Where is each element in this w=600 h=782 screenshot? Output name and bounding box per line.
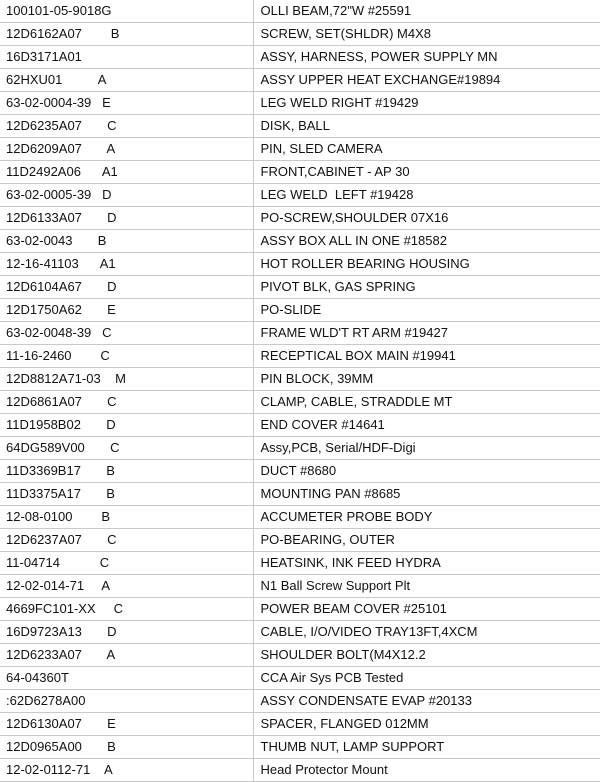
description-cell[interactable]: ASSY BOX ALL IN ONE #18582 (253, 230, 600, 253)
table-row[interactable] (0, 253, 600, 276)
description-cell[interactable]: FRAME WLD'T RT ARM #19427 (253, 322, 600, 345)
table-row[interactable] (0, 92, 600, 115)
table-row[interactable] (0, 0, 600, 23)
table-row[interactable] (0, 115, 600, 138)
part-number-cell[interactable]: 63-02-0005-39 D (0, 184, 253, 207)
part-number-cell[interactable]: 62HXU01 A (0, 69, 253, 92)
table-row[interactable] (0, 506, 600, 529)
table-row[interactable] (0, 483, 600, 506)
description-cell[interactable]: CLAMP, CABLE, STRADDLE MT (253, 391, 600, 414)
table-row[interactable] (0, 207, 600, 230)
part-number-cell[interactable]: 64-04360T (0, 667, 253, 690)
table-row[interactable] (0, 437, 600, 460)
table-row[interactable] (0, 46, 600, 69)
part-number-cell[interactable]: 12D6133A07 D (0, 207, 253, 230)
table-row[interactable] (0, 460, 600, 483)
description-cell[interactable]: Head Protector Mount (253, 759, 600, 782)
description-cell[interactable]: PO-SCREW,SHOULDER 07X16 (253, 207, 600, 230)
part-number-cell[interactable]: 11-16-2460 C (0, 345, 253, 368)
table-row[interactable] (0, 161, 600, 184)
description-cell[interactable]: RECEPTICAL BOX MAIN #19941 (253, 345, 600, 368)
description-cell[interactable]: CCA Air Sys PCB Tested (253, 667, 600, 690)
table-row[interactable] (0, 391, 600, 414)
part-number-cell[interactable]: :62D6278A00 (0, 690, 253, 713)
description-cell[interactable]: Assy,PCB, Serial/HDF-Digi (253, 437, 600, 460)
description-cell[interactable]: ACCUMETER PROBE BODY (253, 506, 600, 529)
description-cell[interactable]: MOUNTING PAN #8685 (253, 483, 600, 506)
part-number-cell[interactable]: 4669FC101-XX C (0, 598, 253, 621)
description-cell[interactable]: ASSY UPPER HEAT EXCHANGE#19894 (253, 69, 600, 92)
table-row[interactable] (0, 598, 600, 621)
part-number-cell[interactable]: 12-02-0112-71 A (0, 759, 253, 782)
table-row[interactable] (0, 713, 600, 736)
description-cell[interactable]: ASSY, HARNESS, POWER SUPPLY MN (253, 46, 600, 69)
description-cell[interactable]: LEG WELD RIGHT #19429 (253, 92, 600, 115)
part-number-cell[interactable]: 100101-05-9018G (0, 0, 253, 23)
description-cell[interactable]: SHOULDER BOLT(M4X12.2 (253, 644, 600, 667)
table-row[interactable] (0, 69, 600, 92)
table-row[interactable] (0, 621, 600, 644)
part-number-cell[interactable]: 12D6104A67 D (0, 276, 253, 299)
description-cell[interactable]: PIVOT BLK, GAS SPRING (253, 276, 600, 299)
table-row[interactable] (0, 552, 600, 575)
table-row[interactable] (0, 414, 600, 437)
part-number-cell[interactable]: 12D6130A07 E (0, 713, 253, 736)
table-row[interactable] (0, 276, 600, 299)
table-row[interactable] (0, 644, 600, 667)
description-cell[interactable]: DISK, BALL (253, 115, 600, 138)
table-row[interactable] (0, 322, 600, 345)
description-cell[interactable]: PO-SLIDE (253, 299, 600, 322)
part-number-cell[interactable]: 11-04714 C (0, 552, 253, 575)
description-cell[interactable]: ASSY CONDENSATE EVAP #20133 (253, 690, 600, 713)
part-number-cell[interactable]: 63-02-0048-39 C (0, 322, 253, 345)
table-row[interactable] (0, 184, 600, 207)
table-row[interactable] (0, 575, 600, 598)
part-number-cell[interactable]: 12-08-0100 B (0, 506, 253, 529)
part-number-cell[interactable]: 12D6237A07 C (0, 529, 253, 552)
table-row[interactable] (0, 667, 600, 690)
description-cell[interactable]: HOT ROLLER BEARING HOUSING (253, 253, 600, 276)
table-row[interactable] (0, 299, 600, 322)
part-number-cell[interactable]: 63-02-0004-39 E (0, 92, 253, 115)
part-number-cell[interactable]: 12D8812A71-03 M (0, 368, 253, 391)
description-cell[interactable]: THUMB NUT, LAMP SUPPORT (253, 736, 600, 759)
description-cell[interactable]: CABLE, I/O/VIDEO TRAY13FT,4XCM (253, 621, 600, 644)
part-number-cell[interactable]: 12D6235A07 C (0, 115, 253, 138)
description-cell[interactable]: SCREW, SET(SHLDR) M4X8 (253, 23, 600, 46)
part-number-cell[interactable]: 16D9723A13 D (0, 621, 253, 644)
description-cell[interactable]: FRONT,CABINET - AP 30 (253, 161, 600, 184)
part-number-cell[interactable]: 16D3171A01 (0, 46, 253, 69)
table-row[interactable] (0, 529, 600, 552)
description-cell[interactable]: LEG WELD LEFT #19428 (253, 184, 600, 207)
part-number-cell[interactable]: 64DG589V00 C (0, 437, 253, 460)
table-row[interactable] (0, 759, 600, 782)
part-number-cell[interactable]: 11D2492A06 A1 (0, 161, 253, 184)
table-row[interactable] (0, 690, 600, 713)
part-number-cell[interactable]: 12-02-014-71 A (0, 575, 253, 598)
description-cell[interactable]: PIN, SLED CAMERA (253, 138, 600, 161)
part-number-cell[interactable]: 12D0965A00 B (0, 736, 253, 759)
part-number-cell[interactable]: 11D1958B02 D (0, 414, 253, 437)
part-number-cell[interactable]: 12D6162A07 B (0, 23, 253, 46)
description-cell[interactable]: N1 Ball Screw Support Plt (253, 575, 600, 598)
table-row[interactable] (0, 23, 600, 46)
part-number-cell[interactable]: 12D1750A62 E (0, 299, 253, 322)
description-cell[interactable]: END COVER #14641 (253, 414, 600, 437)
table-row[interactable] (0, 368, 600, 391)
part-number-cell[interactable]: 12D6209A07 A (0, 138, 253, 161)
description-cell[interactable]: HEATSINK, INK FEED HYDRA (253, 552, 600, 575)
description-cell[interactable]: PO-BEARING, OUTER (253, 529, 600, 552)
description-cell[interactable]: SPACER, FLANGED 012MM (253, 713, 600, 736)
part-number-cell[interactable]: 63-02-0043 B (0, 230, 253, 253)
table-row[interactable] (0, 345, 600, 368)
table-row[interactable] (0, 230, 600, 253)
description-cell[interactable]: POWER BEAM COVER #25101 (253, 598, 600, 621)
part-number-cell[interactable]: 11D3375A17 B (0, 483, 253, 506)
description-cell[interactable]: DUCT #8680 (253, 460, 600, 483)
description-cell[interactable]: PIN BLOCK, 39MM (253, 368, 600, 391)
part-number-cell[interactable]: 11D3369B17 B (0, 460, 253, 483)
part-number-cell[interactable]: 12D6233A07 A (0, 644, 253, 667)
table-row[interactable] (0, 138, 600, 161)
part-number-cell[interactable]: 12D6861A07 C (0, 391, 253, 414)
part-number-cell[interactable]: 12-16-41103 A1 (0, 253, 253, 276)
description-cell[interactable]: OLLI BEAM,72"W #25591 (253, 0, 600, 23)
table-row[interactable] (0, 736, 600, 759)
